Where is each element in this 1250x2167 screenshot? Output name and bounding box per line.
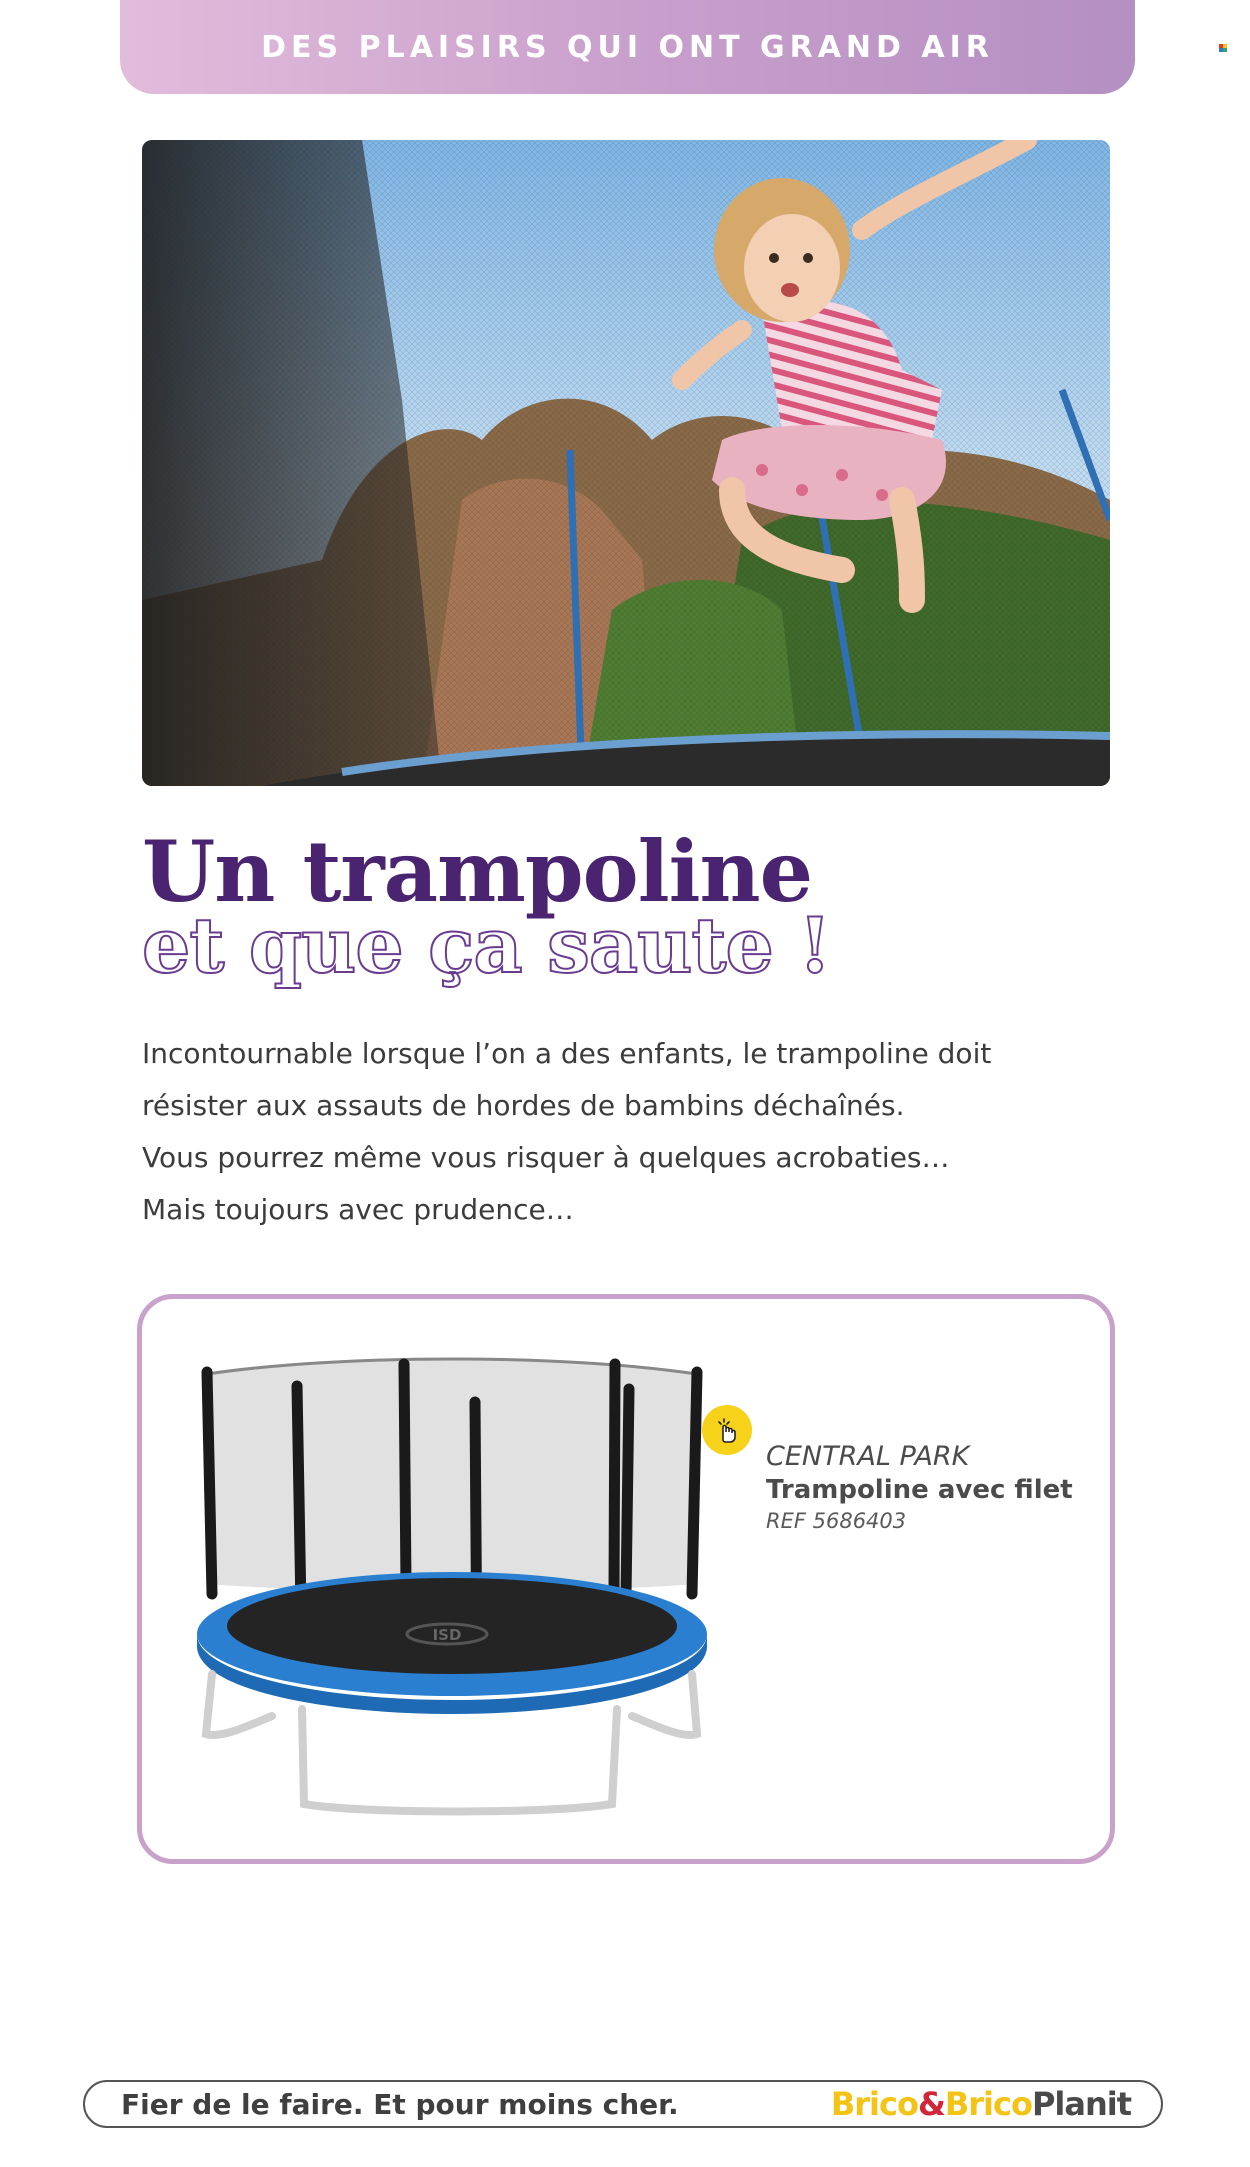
trampoline-illustration: [192, 1344, 712, 1824]
product-image: [192, 1344, 712, 1828]
footer-bar: [83, 2080, 1163, 2128]
pointer-hand-icon[interactable]: [702, 1405, 752, 1455]
logo-brico: Brico: [830, 2085, 918, 2123]
logo-planit: Planit: [1031, 2085, 1131, 2123]
hand-glyph: [713, 1416, 741, 1444]
top-banner: [120, 0, 1135, 94]
mat-logo-text: ISD: [432, 1626, 462, 1644]
brand-logo[interactable]: [831, 2085, 1131, 2123]
headline-sub: et que ça saute !: [142, 901, 831, 990]
product-card[interactable]: [137, 1294, 1115, 1864]
hero-photo: [142, 140, 1110, 786]
footer-slogan: Fier de le faire. Et pour moins cher.: [121, 2087, 679, 2121]
hero-illustration: [142, 140, 1110, 786]
body-line: Incontournable lorsque l’on a des enfants, le trampoline doit: [142, 1037, 992, 1070]
logo-ampersand: &: [917, 2085, 945, 2123]
body-line: résister aux assauts de hordes de bambins déchaînés.: [142, 1089, 905, 1122]
body-line: Vous pourrez même vous risquer à quelques acrobaties…: [142, 1141, 950, 1174]
headline-main: Un trampoline: [142, 822, 813, 921]
color-registration-mark: [1219, 44, 1227, 52]
body-line: Mais toujours avec prudence…: [142, 1193, 574, 1226]
product-name: Trampoline avec filet: [766, 1475, 1073, 1505]
logo-brico-second: Brico: [944, 2085, 1032, 2123]
banner-title: DES PLAISIRS QUI ONT GRAND AIR: [261, 29, 994, 65]
body-paragraph: [142, 1028, 1122, 1236]
product-brand: CENTRAL PARK: [766, 1441, 970, 1472]
product-reference: REF 5686403: [766, 1509, 907, 1533]
